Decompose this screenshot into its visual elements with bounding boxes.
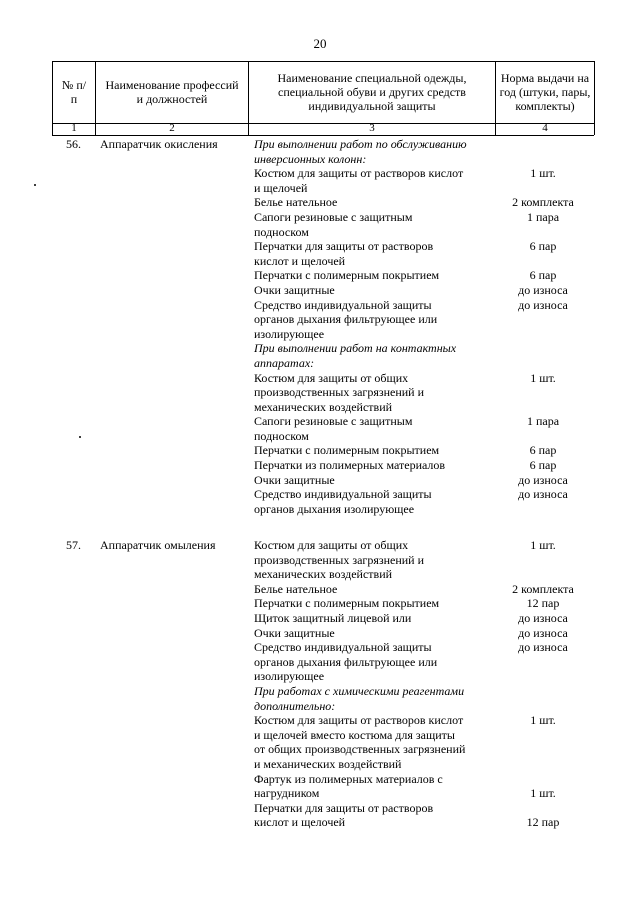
ppe-list: [254, 137, 494, 516]
col-number-3: 3: [369, 122, 375, 134]
page-number: 20: [313, 36, 327, 51]
norm-value: 1 шт.: [530, 538, 556, 552]
norm-value: 6 пар: [529, 239, 557, 254]
header-number: № п/п: [61, 77, 87, 106]
norm-value: до износа: [518, 625, 568, 640]
ppe-item: органов дыхания изолирующее: [254, 501, 415, 516]
header-divider: [594, 61, 595, 135]
ppe-item: Сапоги резиновые с защитным: [254, 414, 413, 429]
ppe-item: Перчатки с полимерным покрытием: [254, 268, 440, 283]
norm-value: 1 пара: [526, 209, 560, 224]
ppe-item: изолирующее: [254, 669, 325, 684]
norm-value: до износа: [518, 297, 568, 312]
norm-value: 6 пар: [529, 443, 557, 458]
ppe-item: Костюм для защиты от общих: [254, 538, 409, 552]
ppe-item: Костюм для защиты от растворов кислот: [254, 166, 464, 181]
norm-value: до износа: [518, 640, 568, 655]
section-heading: аппаратах:: [254, 355, 315, 370]
header-norm: Норма выдачи на год (штуки, пары, комплекты): [499, 70, 591, 113]
ppe-item: и щелочей вместо костюма для защиты: [254, 727, 455, 742]
ppe-item: Очки защитные: [254, 282, 335, 297]
norm-value: 12 пар: [526, 815, 560, 830]
ppe-item: нагрудником: [254, 786, 320, 801]
ppe-item: кислот и щелочей: [254, 815, 346, 830]
section-heading: дополнительно:: [254, 698, 336, 713]
ppe-item: Перчатки из полимерных материалов: [254, 458, 446, 473]
ppe-item: механических воздействий: [254, 567, 393, 582]
ppe-item: Перчатки с полимерным покрытием: [254, 596, 440, 611]
entry-number: 57.: [66, 538, 81, 552]
entry-profession: Аппаратчик окисления: [100, 137, 218, 151]
ppe-item: и щелочей: [254, 180, 308, 195]
ppe-item: Перчатки для защиты от растворов: [254, 239, 434, 254]
norm-value: 1 шт.: [530, 786, 556, 801]
ppe-item: и механических воздействий: [254, 756, 402, 771]
norm-value: 6 пар: [529, 268, 557, 283]
ppe-item: Перчатки для защиты от растворов: [254, 800, 434, 815]
section-heading: При выполнении работ на контактных: [254, 341, 457, 356]
ppe-item: подноском: [254, 224, 309, 239]
ppe-item: Очки защитные: [254, 472, 335, 487]
ppe-item: Костюм для защиты от общих: [254, 370, 409, 385]
ppe-item: Фартук из полимерных материалов с: [254, 771, 443, 786]
norm-value: до износа: [518, 487, 568, 502]
entry-profession: Аппаратчик омыления: [100, 538, 216, 552]
ppe-item: Костюм для защиты от растворов кислот: [254, 713, 464, 728]
ppe-item: механических воздействий: [254, 399, 393, 414]
norm-value: 12 пар: [526, 596, 560, 611]
ppe-item: Щиток защитный лицевой или: [254, 610, 412, 625]
ppe-item: Сапоги резиновые с защитным: [254, 209, 413, 224]
header-ppe: Наименование специальной одежды, специальной обуви и других средств индивидуальной защиты: [277, 70, 467, 113]
ppe-item: подноском: [254, 428, 309, 443]
entry-number: 56.: [66, 137, 81, 151]
ppe-item: Белье нательное: [254, 581, 338, 596]
ppe-item: кислот и щелочей: [254, 253, 346, 268]
norm-value: 1 шт.: [530, 713, 556, 728]
col-number-1: 1: [71, 122, 77, 134]
norm-value: 2 комплекта: [512, 195, 574, 210]
scan-speck: [34, 184, 36, 186]
section-heading: При выполнении работ по обслуживанию: [254, 137, 467, 151]
ppe-item: органов дыхания фильтрующее или: [254, 312, 438, 327]
header-profession: Наименование профессий и должностей: [105, 77, 239, 106]
ppe-item: от общих производственных загрязнений: [254, 742, 466, 757]
ppe-list: [254, 538, 494, 830]
norm-value: до износа: [518, 282, 568, 297]
ppe-item: Белье нательное: [254, 195, 338, 210]
norm-value: до износа: [518, 610, 568, 625]
norm-value: 6 пар: [529, 458, 557, 473]
norm-value: 1 пара: [526, 414, 560, 429]
section-heading: При работах с химическими реагентами: [254, 683, 465, 698]
ppe-item: органов дыхания фильтрующее или: [254, 654, 438, 669]
col-number-2: 2: [169, 122, 175, 134]
ppe-item: Очки защитные: [254, 625, 335, 640]
ppe-item: Перчатки с полимерным покрытием: [254, 443, 440, 458]
scan-speck: [79, 436, 81, 438]
ppe-item: производственных загрязнений и: [254, 385, 425, 400]
norm-value: до износа: [518, 472, 568, 487]
ppe-item: Средство индивидуальной защиты: [254, 297, 432, 312]
norm-list: [494, 137, 592, 502]
norm-value: 1 шт.: [530, 166, 556, 181]
ppe-item: изолирующее: [254, 326, 325, 341]
section-heading: инверсионных колонн:: [254, 151, 367, 166]
col-number-4: 4: [542, 122, 548, 134]
ppe-item: Средство индивидуальной защиты: [254, 487, 432, 502]
norm-value: 2 комплекта: [512, 581, 574, 596]
ppe-item: Средство индивидуальной защиты: [254, 640, 432, 655]
norm-value: 1 шт.: [530, 370, 556, 385]
ppe-item: производственных загрязнений и: [254, 552, 425, 567]
norm-list: [494, 538, 592, 830]
